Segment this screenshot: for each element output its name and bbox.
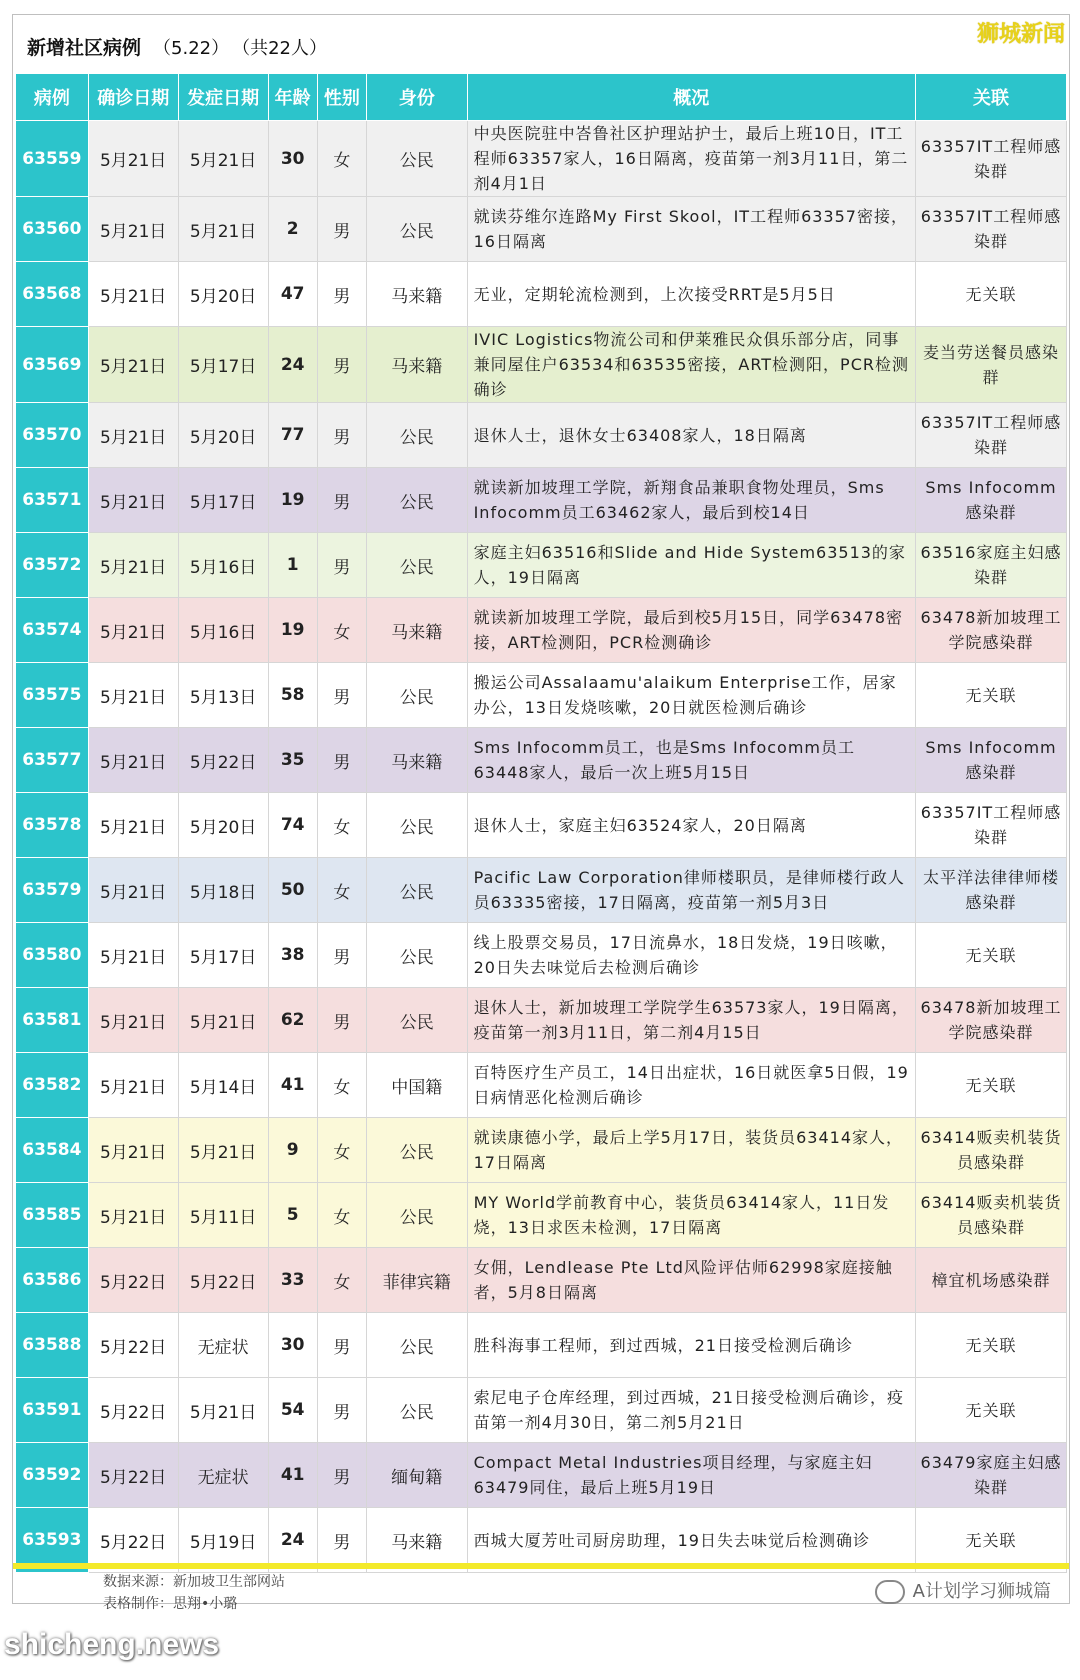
confirm-date-cell: 5月22日 [88, 1508, 178, 1573]
table-row [16, 262, 1067, 327]
age-cell: 74 [268, 793, 317, 858]
onset-date-cell: 5月22日 [178, 1248, 268, 1313]
summary-cell: 就读新加坡理工学院，新翔食品兼职食物处理员，Sms Infocomm员工63462家人，最后到校14日 [467, 468, 915, 533]
status-cell: 公民 [366, 533, 467, 598]
summary-cell: 女佣，Lendlease Pte Ltd风险评估师62998家庭接触者，5月8日隔离 [467, 1248, 915, 1313]
onset-date-cell: 5月21日 [178, 121, 268, 197]
case-id-cell: 63592 [16, 1443, 89, 1508]
age-cell: 19 [268, 598, 317, 663]
case-id-cell: 63569 [16, 327, 89, 403]
confirm-date-cell: 5月21日 [88, 1053, 178, 1118]
sex-cell: 男 [317, 468, 366, 533]
case-id-cell: 63575 [16, 663, 89, 728]
link-cell: 无关联 [916, 262, 1067, 327]
sex-cell: 男 [317, 1378, 366, 1443]
summary-cell: IVIC Logistics物流公司和伊莱雅民众俱乐部分店，同事兼同屋住户63534和63535密接，ART检测阳，PCR检测确诊 [467, 327, 915, 403]
link-cell: 无关联 [916, 1508, 1067, 1573]
confirm-date-cell: 5月22日 [88, 1443, 178, 1508]
footer-credits [103, 1571, 285, 1615]
table-row [16, 1248, 1067, 1313]
confirm-date-cell: 5月21日 [88, 468, 178, 533]
case-id-cell: 63577 [16, 728, 89, 793]
onset-date-cell: 5月17日 [178, 327, 268, 403]
age-cell: 41 [268, 1443, 317, 1508]
col-header-link: 关联 [916, 74, 1067, 121]
link-cell: 太平洋法律律师楼感染群 [916, 858, 1067, 923]
sex-cell: 男 [317, 327, 366, 403]
page-title [27, 33, 327, 60]
status-cell: 公民 [366, 663, 467, 728]
link-cell: 63414贩卖机装货员感染群 [916, 1118, 1067, 1183]
status-cell: 公民 [366, 988, 467, 1053]
summary-cell: 搬运公司Assalaamu'alaikum Enterprise工作，居家办公，13日发烧咳嗽，20日就医检测后确诊 [467, 663, 915, 728]
table-row [16, 988, 1067, 1053]
sex-cell: 男 [317, 1313, 366, 1378]
onset-date-cell: 5月21日 [178, 1118, 268, 1183]
table-row [16, 858, 1067, 923]
sex-cell: 女 [317, 1118, 366, 1183]
confirm-date-cell: 5月21日 [88, 1183, 178, 1248]
case-id-cell: 63586 [16, 1248, 89, 1313]
age-cell: 1 [268, 533, 317, 598]
sex-cell: 女 [317, 858, 366, 923]
status-cell: 公民 [366, 403, 467, 468]
onset-date-cell: 5月20日 [178, 262, 268, 327]
col-header-age: 年龄 [268, 74, 317, 121]
age-cell: 38 [268, 923, 317, 988]
sex-cell: 男 [317, 923, 366, 988]
table-row [16, 1378, 1067, 1443]
confirm-date-cell: 5月21日 [88, 262, 178, 327]
onset-date-cell: 5月13日 [178, 663, 268, 728]
link-cell: 63414贩卖机装货员感染群 [916, 1183, 1067, 1248]
case-table-card [12, 14, 1070, 1612]
status-cell: 公民 [366, 1118, 467, 1183]
confirm-date-cell: 5月22日 [88, 1313, 178, 1378]
link-cell: 63357IT工程师感染群 [916, 197, 1067, 262]
link-cell: 无关联 [916, 663, 1067, 728]
col-header-confirm-date: 确诊日期 [88, 74, 178, 121]
title-total: （共22人） [241, 38, 327, 59]
title-date: （5.22） [153, 38, 230, 59]
table-row [16, 1443, 1067, 1508]
sex-cell: 男 [317, 533, 366, 598]
wechat-account-name: A计划学习狮城篇 [912, 1581, 1051, 1602]
confirm-date-cell: 5月21日 [88, 988, 178, 1053]
age-cell: 30 [268, 1313, 317, 1378]
confirm-date-cell: 5月21日 [88, 663, 178, 728]
col-header-onset-date: 发症日期 [178, 74, 268, 121]
age-cell: 19 [268, 468, 317, 533]
case-id-cell: 63593 [16, 1508, 89, 1573]
age-cell: 77 [268, 403, 317, 468]
confirm-date-cell: 5月22日 [88, 1378, 178, 1443]
status-cell: 公民 [366, 1313, 467, 1378]
case-id-cell: 63582 [16, 1053, 89, 1118]
status-cell: 菲律宾籍 [366, 1248, 467, 1313]
sex-cell: 男 [317, 197, 366, 262]
summary-cell: 线上股票交易员，17日流鼻水，18日发烧，19日咳嗽，20日失去味觉后去检测后确诊 [467, 923, 915, 988]
status-cell: 马来籍 [366, 598, 467, 663]
age-cell: 24 [268, 327, 317, 403]
link-cell: 63516家庭主妇感染群 [916, 533, 1067, 598]
link-cell: 63479家庭主妇感染群 [916, 1443, 1067, 1508]
age-cell: 5 [268, 1183, 317, 1248]
status-cell: 缅甸籍 [366, 1443, 467, 1508]
onset-date-cell: 5月11日 [178, 1183, 268, 1248]
table-row [16, 598, 1067, 663]
title-text: 新增社区病例 [27, 37, 142, 59]
summary-cell: 家庭主妇63516和Slide and Hide System63513的家人，19日隔离 [467, 533, 915, 598]
sex-cell: 女 [317, 1248, 366, 1313]
wechat-icon [875, 1580, 905, 1604]
summary-cell: Pacific Law Corporation律师楼职员，是律师楼行政人员63335密接，17日隔离，疫苗第一剂5月3日 [467, 858, 915, 923]
sex-cell: 男 [317, 1443, 366, 1508]
onset-date-cell: 5月21日 [178, 1378, 268, 1443]
link-cell: 无关联 [916, 1053, 1067, 1118]
age-cell: 47 [268, 262, 317, 327]
summary-cell: 西城大厦芳吐司厨房助理，19日失去味觉后检测确诊 [467, 1508, 915, 1573]
footer-source: 数据来源：新加坡卫生部网站 [103, 1574, 285, 1590]
title-bar [13, 15, 1069, 73]
col-header-summary: 概况 [467, 74, 915, 121]
age-cell: 62 [268, 988, 317, 1053]
age-cell: 9 [268, 1118, 317, 1183]
status-cell: 公民 [366, 121, 467, 197]
case-id-cell: 63579 [16, 858, 89, 923]
sex-cell: 男 [317, 1508, 366, 1573]
summary-cell: 中央医院驻中峇鲁社区护理站护士，最后上班10日，IT工程师63357家人，16日隔离，疫苗第一剂3月11日，第二剂4月1日 [467, 121, 915, 197]
accent-divider [13, 1563, 1069, 1569]
confirm-date-cell: 5月21日 [88, 858, 178, 923]
footer-maker: 表格制作：思翔•小璐 [103, 1596, 238, 1612]
onset-date-cell: 5月18日 [178, 858, 268, 923]
status-cell: 公民 [366, 858, 467, 923]
site-watermark: shicheng.news [4, 1628, 220, 1661]
summary-cell: 退休人士，退休女士63408家人，18日隔离 [467, 403, 915, 468]
link-cell: Sms Infocomm感染群 [916, 728, 1067, 793]
onset-date-cell: 5月21日 [178, 197, 268, 262]
table-header-row [16, 74, 1067, 121]
summary-cell: 就读康德小学，最后上学5月17日，装货员63414家人，17日隔离 [467, 1118, 915, 1183]
onset-date-cell: 5月21日 [178, 988, 268, 1053]
confirm-date-cell: 5月21日 [88, 533, 178, 598]
table-row [16, 1053, 1067, 1118]
onset-date-cell: 5月16日 [178, 598, 268, 663]
sex-cell: 男 [317, 663, 366, 728]
table-row [16, 327, 1067, 403]
onset-date-cell: 5月19日 [178, 1508, 268, 1573]
link-cell: 樟宜机场感染群 [916, 1248, 1067, 1313]
confirm-date-cell: 5月21日 [88, 793, 178, 858]
summary-cell: 无业，定期轮流检测到，上次接受RRT是5月5日 [467, 262, 915, 327]
col-header-sex: 性别 [317, 74, 366, 121]
case-id-cell: 63559 [16, 121, 89, 197]
confirm-date-cell: 5月21日 [88, 327, 178, 403]
confirm-date-cell: 5月21日 [88, 598, 178, 663]
table-row [16, 663, 1067, 728]
onset-date-cell: 5月16日 [178, 533, 268, 598]
brand-logo: 狮城新闻 [976, 22, 1065, 47]
onset-date-cell: 5月17日 [178, 923, 268, 988]
age-cell: 33 [268, 1248, 317, 1313]
sex-cell: 女 [317, 121, 366, 197]
case-id-cell: 63581 [16, 988, 89, 1053]
link-cell: 63357IT工程师感染群 [916, 793, 1067, 858]
summary-cell: 胜科海事工程师，到过西城，21日接受检测后确诊 [467, 1313, 915, 1378]
table-row [16, 1183, 1067, 1248]
sex-cell: 女 [317, 598, 366, 663]
link-cell: Sms Infocomm感染群 [916, 468, 1067, 533]
case-id-cell: 63591 [16, 1378, 89, 1443]
case-id-cell: 63560 [16, 197, 89, 262]
status-cell: 公民 [366, 1183, 467, 1248]
link-cell: 无关联 [916, 923, 1067, 988]
cases-table [15, 73, 1067, 1573]
age-cell: 2 [268, 197, 317, 262]
table-row [16, 728, 1067, 793]
onset-date-cell: 5月20日 [178, 403, 268, 468]
status-cell: 马来籍 [366, 1508, 467, 1573]
table-row [16, 1313, 1067, 1378]
case-id-cell: 63588 [16, 1313, 89, 1378]
link-cell: 63357IT工程师感染群 [916, 121, 1067, 197]
summary-cell: 退休人士，家庭主妇63524家人，20日隔离 [467, 793, 915, 858]
case-id-cell: 63578 [16, 793, 89, 858]
summary-cell: 就读芬维尔连路My First Skool，IT工程师63357密接，16日隔离 [467, 197, 915, 262]
onset-date-cell: 无症状 [178, 1443, 268, 1508]
summary-cell: 退休人士，新加坡理工学院学生63573家人，19日隔离，疫苗第一剂3月11日，第二剂4月15日 [467, 988, 915, 1053]
case-id-cell: 63572 [16, 533, 89, 598]
summary-cell: 百特医疗生产员工，14日出症状，16日就医拿5日假，19日病情恶化检测后确诊 [467, 1053, 915, 1118]
age-cell: 54 [268, 1378, 317, 1443]
status-cell: 马来籍 [366, 728, 467, 793]
table-row [16, 468, 1067, 533]
age-cell: 30 [268, 121, 317, 197]
status-cell: 公民 [366, 468, 467, 533]
case-id-cell: 63568 [16, 262, 89, 327]
case-id-cell: 63574 [16, 598, 89, 663]
status-cell: 公民 [366, 923, 467, 988]
confirm-date-cell: 5月21日 [88, 728, 178, 793]
summary-cell: Compact Metal Industries项目经理，与家庭主妇63479同住，最后上班5月19日 [467, 1443, 915, 1508]
summary-cell: MY World学前教育中心，装货员63414家人，11日发烧，13日求医未检测，17日隔离 [467, 1183, 915, 1248]
table-row [16, 121, 1067, 197]
wechat-account [875, 1577, 1051, 1604]
sex-cell: 男 [317, 262, 366, 327]
age-cell: 50 [268, 858, 317, 923]
status-cell: 公民 [366, 1378, 467, 1443]
onset-date-cell: 5月14日 [178, 1053, 268, 1118]
link-cell: 无关联 [916, 1313, 1067, 1378]
case-id-cell: 63584 [16, 1118, 89, 1183]
sex-cell: 男 [317, 988, 366, 1053]
status-cell: 马来籍 [366, 262, 467, 327]
sex-cell: 男 [317, 728, 366, 793]
age-cell: 58 [268, 663, 317, 728]
onset-date-cell: 无症状 [178, 1313, 268, 1378]
case-id-cell: 63580 [16, 923, 89, 988]
table-row [16, 197, 1067, 262]
link-cell: 麦当劳送餐员感染群 [916, 327, 1067, 403]
confirm-date-cell: 5月21日 [88, 403, 178, 468]
age-cell: 41 [268, 1053, 317, 1118]
case-id-cell: 63571 [16, 468, 89, 533]
onset-date-cell: 5月17日 [178, 468, 268, 533]
table-row [16, 1118, 1067, 1183]
confirm-date-cell: 5月21日 [88, 1118, 178, 1183]
status-cell: 公民 [366, 793, 467, 858]
col-header-status: 身份 [366, 74, 467, 121]
case-id-cell: 63585 [16, 1183, 89, 1248]
link-cell: 无关联 [916, 1378, 1067, 1443]
sex-cell: 女 [317, 793, 366, 858]
status-cell: 公民 [366, 197, 467, 262]
summary-cell: 索尼电子仓库经理，到过西城，21日接受检测后确诊，疫苗第一剂4月30日，第二剂5月21日 [467, 1378, 915, 1443]
link-cell: 63478新加坡理工学院感染群 [916, 988, 1067, 1053]
summary-cell: 就读新加坡理工学院，最后到校5月15日，同学63478密接，ART检测阳，PCR检测确诊 [467, 598, 915, 663]
sex-cell: 男 [317, 403, 366, 468]
confirm-date-cell: 5月21日 [88, 197, 178, 262]
table-row [16, 793, 1067, 858]
onset-date-cell: 5月20日 [178, 793, 268, 858]
link-cell: 63357IT工程师感染群 [916, 403, 1067, 468]
confirm-date-cell: 5月21日 [88, 923, 178, 988]
age-cell: 35 [268, 728, 317, 793]
link-cell: 63478新加坡理工学院感染群 [916, 598, 1067, 663]
confirm-date-cell: 5月22日 [88, 1248, 178, 1313]
col-header-case: 病例 [16, 74, 89, 121]
table-row [16, 403, 1067, 468]
status-cell: 中国籍 [366, 1053, 467, 1118]
table-body [16, 121, 1067, 1573]
summary-cell: Sms Infocomm员工，也是Sms Infocomm员工63448家人，最后一次上班5月15日 [467, 728, 915, 793]
table-row [16, 923, 1067, 988]
sex-cell: 女 [317, 1053, 366, 1118]
table-row [16, 533, 1067, 598]
age-cell: 24 [268, 1508, 317, 1573]
sex-cell: 女 [317, 1183, 366, 1248]
status-cell: 马来籍 [366, 327, 467, 403]
case-id-cell: 63570 [16, 403, 89, 468]
onset-date-cell: 5月22日 [178, 728, 268, 793]
confirm-date-cell: 5月21日 [88, 121, 178, 197]
